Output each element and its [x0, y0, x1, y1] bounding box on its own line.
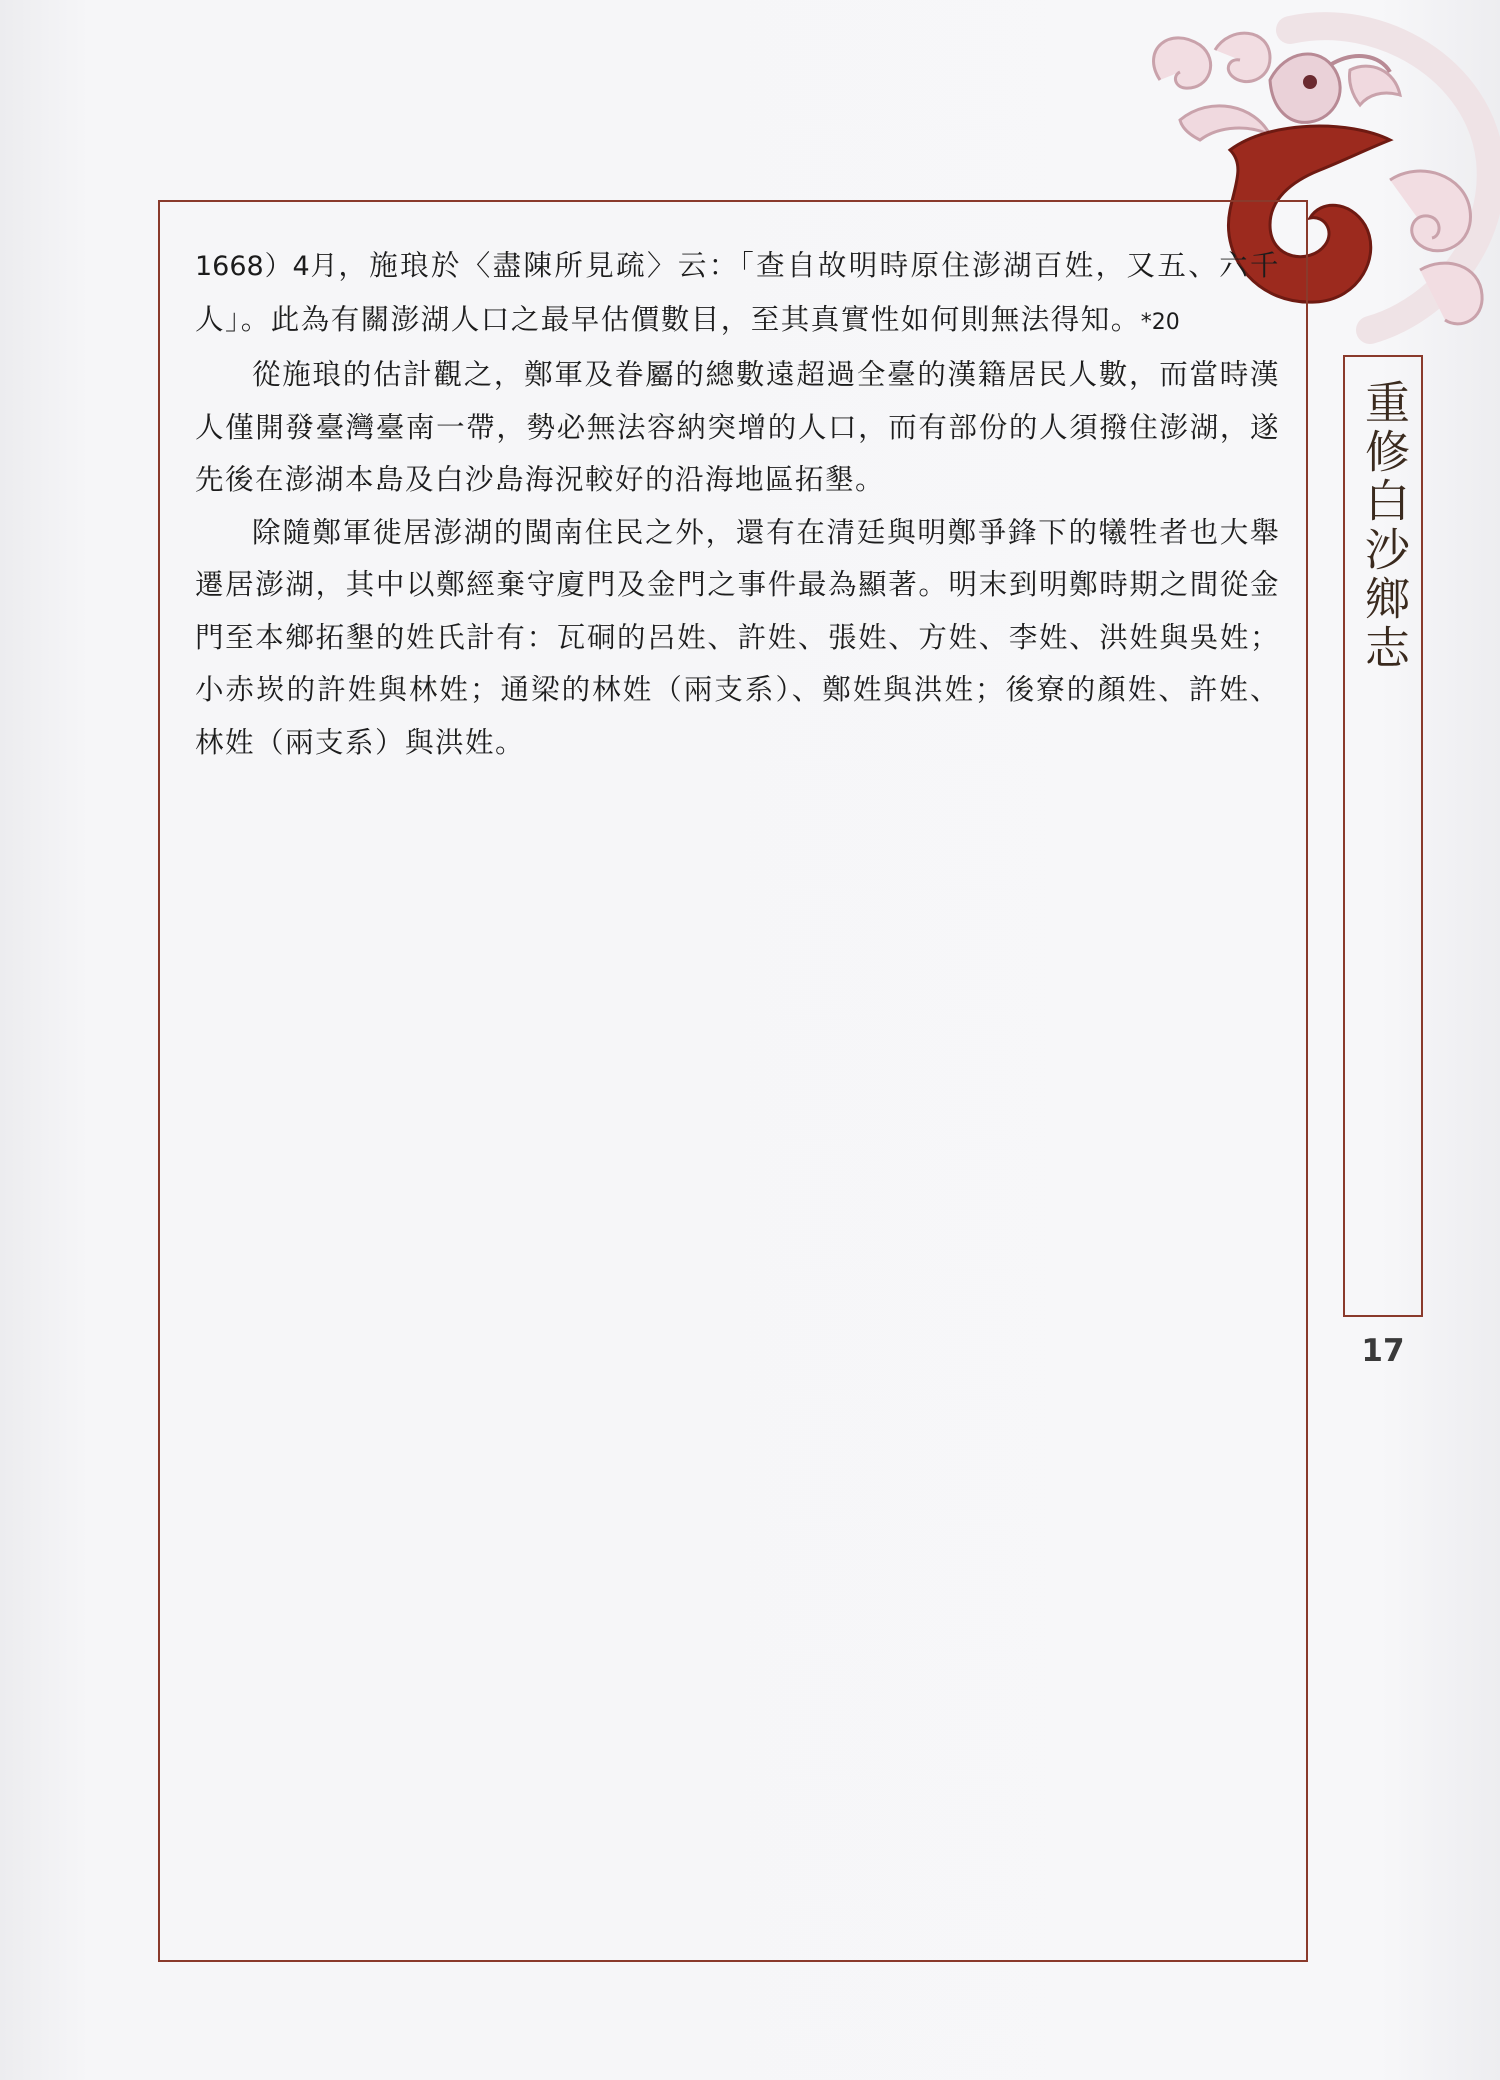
- paragraph-2: 從施琅的估計觀之，鄭軍及眷屬的總數遠超過全臺的漢籍居民人數，而當時漢人僅開發臺灣臺南一帶，勢必無法容納突增的人口，而有部份的人須撥住澎湖，遂先後在澎湖本島及白沙島海況較好的沿海地區拓墾。: [195, 358, 1280, 496]
- sidebar-title: 重修白沙鄉志: [1357, 379, 1410, 673]
- sidebar-title-frame: [1343, 355, 1423, 1317]
- paragraph-text: ，施琅於〈盡陳所見疏〉云：「查自故明時原住澎湖百姓，又五、六千人」。此為有關澎湖人口之最早估價數目，至其真實性如何則無法得知。: [195, 249, 1280, 336]
- paragraph-3: 除隨鄭軍徙居澎湖的閩南住民之外，還有在清廷與明鄭爭鋒下的犧牲者也大舉遷居澎湖，其中以鄭經棄守廈門及金門之事件最為顯著。明末到明鄭時期之間從金門至本鄉拓墾的姓氏計有：瓦硐的呂姓、許姓、張姓、方姓、李姓、洪姓與吳姓；小赤崁的許姓與林姓；通梁的林姓（兩支系）、鄭姓與洪姓；後寮的顏姓、許姓、林姓（兩支系）與洪姓。: [195, 515, 1280, 759]
- body-text: [195, 240, 1280, 769]
- paragraph-lead-date: 1668）4月: [195, 251, 339, 282]
- footnote-marker: *20: [1140, 309, 1180, 335]
- paragraph-1: [195, 240, 1280, 349]
- page-number: 17: [1361, 1333, 1405, 1369]
